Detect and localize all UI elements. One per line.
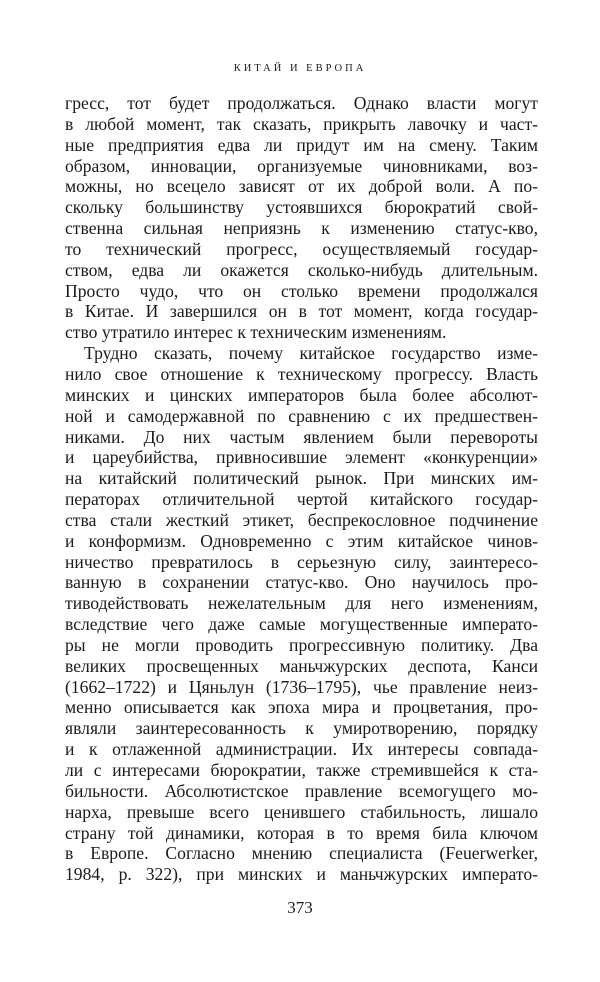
running-header: КИТАЙ И ЕВРОПА [233,63,367,74]
text-line: в Европе. Согласно мнению специалиста (Feuerwerker, [65,843,538,864]
text-line: минских и цинских императоров была более абсолют- [65,384,538,405]
text-line: (1662–1722) и Цяньлун (1736–1795), чье правление неиз- [65,676,538,697]
text-line: и конформизм. Одновременно с этим китайское чинов- [65,530,538,551]
text-line: 1984, p. 322), при минских и маньчжурских императо- [65,864,538,885]
text-line: ры не могли проводить прогрессивную политику. Два [65,634,538,655]
text-line: ператорах отличительной чертой китайского государ- [65,489,538,510]
text-line: страну той динамики, которая в то время била ключом [65,822,538,843]
text-line: вследствие чего даже самые могущественные императо- [65,614,538,635]
text-line: великих просвещенных маньчжурских деспота, Канси [65,655,538,676]
text-line: нарха, превыше всего ценившего стабильность, лишало [65,801,538,822]
page-number: 373 [287,898,313,917]
text-line: ством, едва ли окажется сколько-нибудь длительным. [65,259,538,280]
text-line: гресс, тот будет продолжаться. Однако власти могут [65,93,538,113]
text-line: являли заинтересованность к умиротворению, порядку [65,718,538,739]
text-line: менно описывается как эпоха мира и процветания, про- [65,697,538,718]
text-line: ванную в сохранении статус-кво. Оно научилось про- [65,572,538,593]
text-line: ной и самодержавной по сравнению с их предшествен- [65,405,538,426]
text-line: ственна сильная неприязнь к изменению статус-кво, [65,218,538,239]
text-line: тиводействовать нежелательным для него изменениям, [65,593,538,614]
text-line: ство утратило интерес к техническим изменениям. [65,322,447,343]
text-line: ничество превратилось в серьезную силу, заинтересо- [65,551,538,572]
text-line: в Китае. И завершился он в тот момент, когда государ- [65,301,538,322]
text-line: и цареубийства, привносившие элемент «конкуренции» [65,447,538,468]
text-line: Просто чудо, что он столько времени продолжался [65,280,538,301]
text-line: никами. До них частым явлением были перевороты [65,426,538,447]
text-line: образом, инновации, организуемые чиновниками, воз- [65,155,538,176]
text-line: ные предприятия едва ли придут им на смену. Таким [65,134,538,155]
text-line: в любой момент, так сказать, прикрыть лавочку и част- [65,113,538,134]
text-line: нило свое отношение к техническому прогрессу. Власть [65,363,538,384]
text-line: то технический прогресс, осуществляемый государ- [65,238,538,259]
text-line: ли с интересами бюрократии, также стремившейся к ста- [65,760,538,780]
text-line: и к отлаженной администрации. Их интересы совпада- [65,739,538,760]
text-line: скольку большинству устоявшихся бюрократий свой- [65,197,538,218]
page-body [65,93,538,885]
paragraph [65,343,538,885]
text-line: на китайский политический рынок. При минских им- [65,468,538,489]
text-line: Трудно сказать, почему китайское государство изме- [84,343,538,364]
text-line: можны, но всецело зависят от их доброй воли. А по- [65,176,538,197]
text-line: ства стали жесткий этикет, беспрекословное подчинение [65,509,538,530]
text-line: бильности. Абсолютистское правление всемогущего мо- [65,780,538,801]
paragraph [65,93,538,343]
